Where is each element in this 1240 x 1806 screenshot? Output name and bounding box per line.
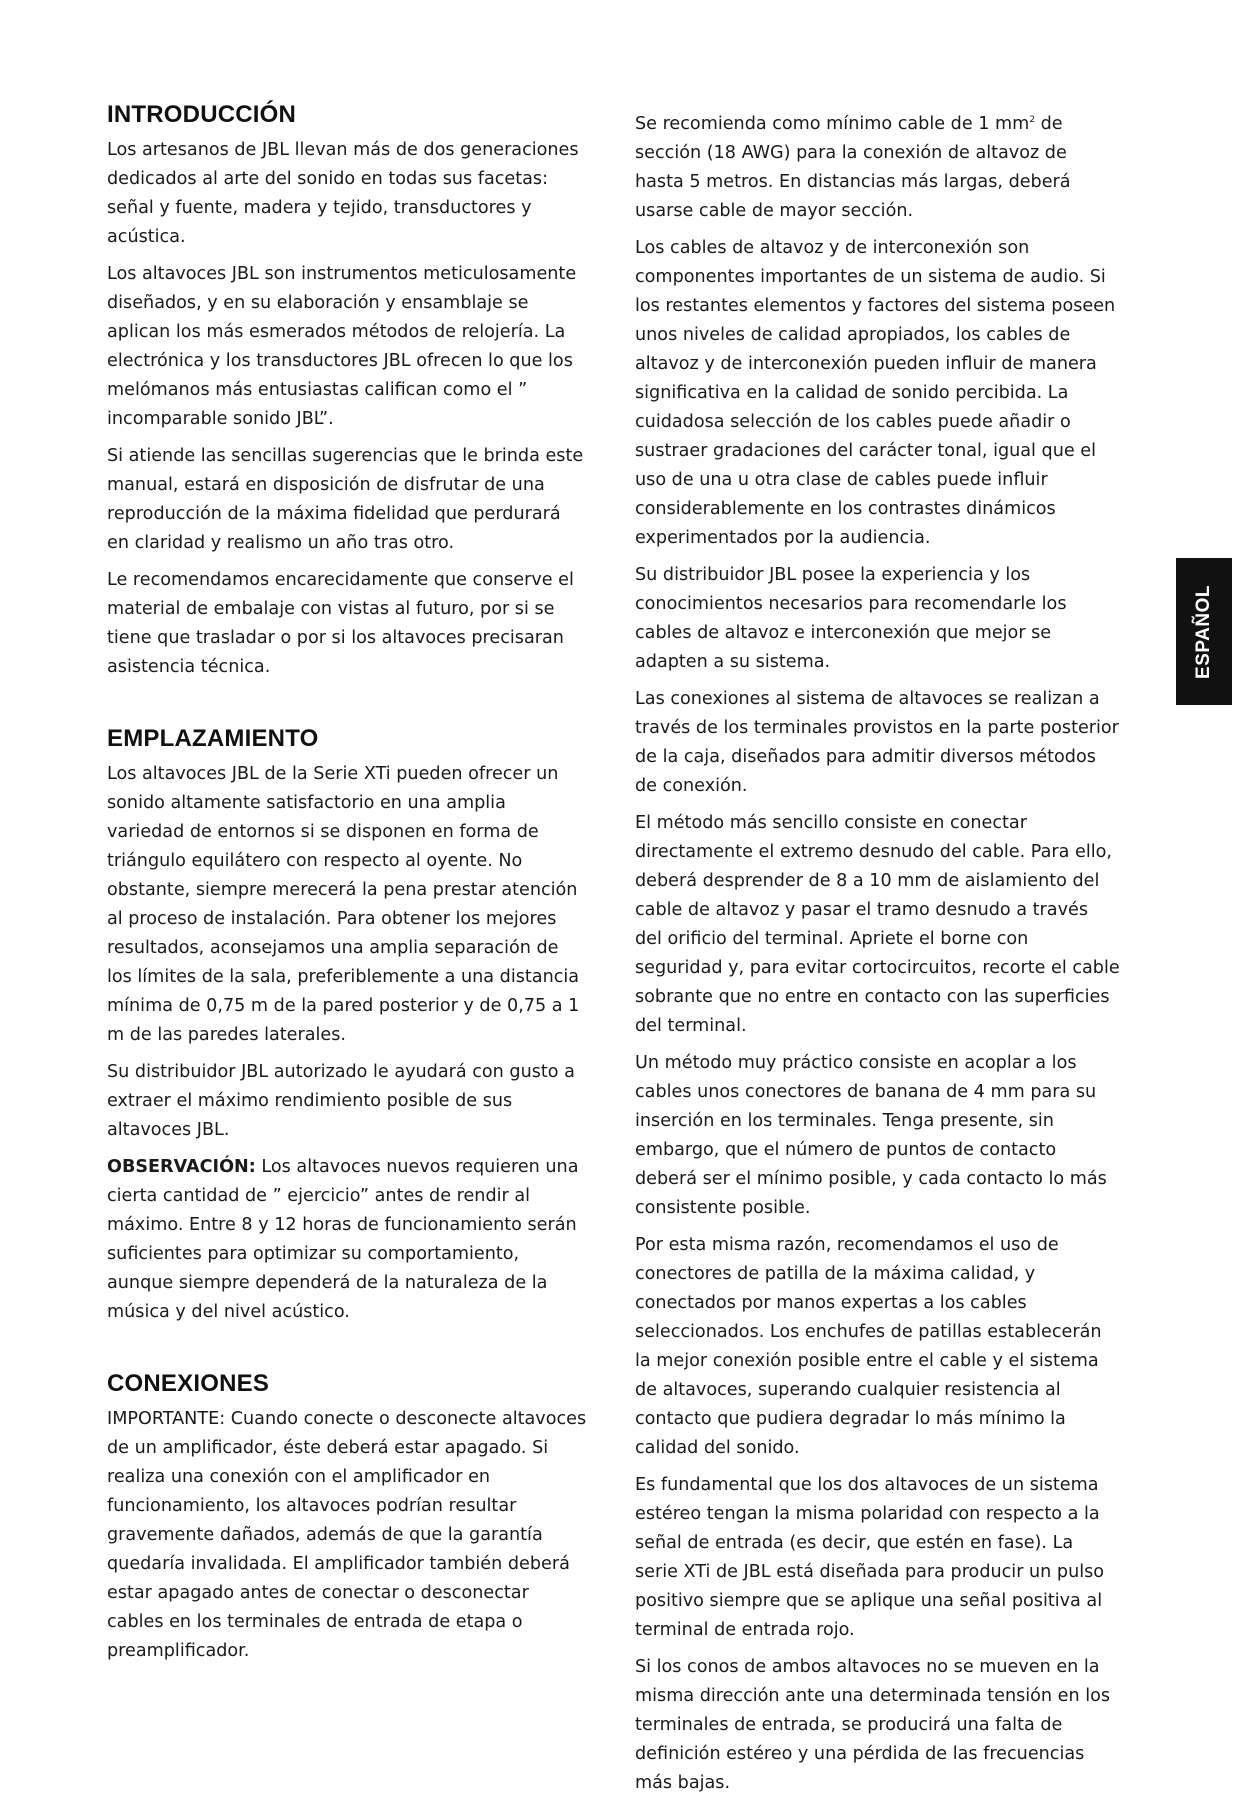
placement-paragraph: Su distribuidor JBL autorizado le ayudará con gusto a extraer el máximo rendimiento posible de sus altavoces JBL. [107,1062,575,1140]
placement-note [107,1153,587,1327]
language-tab [1176,558,1232,705]
cable-spec-text: Se recomienda como mínimo cable de 1 mm [635,114,1030,134]
connections-section [107,1369,587,1666]
placement-section [107,724,587,1327]
intro-paragraph: Los artesanos de JBL llevan más de dos generaciones dedicados al arte del sonido en todas sus facetas: señal y fuente, madera y tejido, transductores y acústica. [107,140,579,247]
intro-paragraph: Los altavoces JBL son instrumentos meticulosamente diseñados, y en su elaboración y ensamblaje se aplican los más esmerados métodos de relojería. La electrónica y los transductores JBL ofrecen lo que los melómanos más entusiastas califican como el ” incomparable sonido JBL”. [107,264,577,429]
connections-heading: CONEXIONES [107,1370,270,1397]
cable-spec-text-rest: de sección (18 AWG) para la conexión de altavoz de hasta 5 metros. En distancias más largas, deberá usarse cable de mayor sección. [635,114,1071,221]
right-column [635,110,1120,1806]
cable-spec-paragraph [635,110,1120,226]
intro-paragraph: Le recomendamos encarecidamente que conserve el material de embalaje con vistas al futuro, por si se tiene que trasladar o por si los altavoces precisaran asistencia técnica. [107,570,574,677]
intro-paragraph: Si atiende las sencillas sugerencias que le brinda este manual, estará en disposición de disfrutar de una reproducción de la máxima fidelidad que perdurará en claridad y realismo un año tras otro. [107,446,584,553]
connections-paragraph: IMPORTANTE: Cuando conecte o desconecte altavoces de un amplificador, éste deberá estar apagado. Si realiza una conexión con el amplificador en funcionamiento, los altavoces podrían resultar gravemente dañados, además de que la garantía quedaría invalidada. El amplificador también deberá estar apagado antes de conectar o desconectar cables en los terminales de entrada de etapa o preamplificador. [107,1409,587,1661]
note-label: OBSERVACIÓN: [107,1157,256,1177]
placement-paragraph: Los altavoces JBL de la Serie XTi pueden ofrecer un sonido altamente satisfactorio en una amplia variedad de entornos si se disponen en forma de triángulo equilátero con respecto al oyente. No obstante, siempre merecerá la pena prestar atención al proceso de instalación. Para obtener los mejores resultados, aconsejamos una amplia separación de los límites de la sala, preferiblemente a una distancia mínima de 0,75 m de la pared posterior y de 0,75 a 1 m de las paredes laterales. [107,764,580,1045]
superscript-two: 2 [1029,115,1036,126]
placement-heading: EMPLAZAMIENTO [107,725,319,752]
language-tab-label: ESPAÑOL [1193,584,1214,679]
left-column [107,100,587,1674]
right-paragraph: El método más sencillo consiste en conectar directamente el extremo desnudo del cable. Para ello, deberá desprender de 8 a 10 mm de aislamiento del cable de altavoz y pasar el tramo desnudo a través del orificio del terminal. Apriete el borne con seguridad y, para evitar cortocircuitos, recorte el cable sobrante que no entre en contacto con las superficies del terminal. [635,813,1120,1036]
right-paragraph: Por esta misma razón, recomendamos el uso de conectores de patilla de la máxima calidad, y conectados por manos expertas a los cables seleccionados. Los enchufes de patillas establecerán la mejor conexión posible entre el cable y el sistema de altavoces, superando cualquier resistencia al contacto que pudiera degradar lo más mínimo la calidad del sonido. [635,1235,1102,1458]
intro-section [107,100,587,682]
right-paragraph: Los cables de altavoz y de interconexión son componentes importantes de un sistema de audio. Si los restantes elementos y factores del sistema poseen unos niveles de calidad apropiados, los cables de altavoz y de interconexión pueden influir de manera significativa en la calidad de sonido percibida. La cuidadosa selección de los cables puede añadir o sustraer gradaciones del carácter tonal, igual que el uso de una u otra clase de cables puede influir considerablemente en los contrastes dinámicos experimentados por la audiencia. [635,238,1116,548]
right-paragraph: Es fundamental que los dos altavoces de un sistema estéreo tengan la misma polaridad con respecto a la señal de entrada (es decir, que estén en fase). La serie XTi de JBL está diseñada para producir un pulso positivo siempre que se aplique una señal positiva al terminal de entrada rojo. [635,1475,1105,1640]
right-paragraph: Su distribuidor JBL posee la experiencia y los conocimientos necesarios para recomendarle los cables de altavoz e interconexión que mejor se adapten a su sistema. [635,565,1067,672]
intro-heading: INTRODUCCIÓN [107,101,297,128]
right-paragraph: Un método muy práctico consiste en acoplar a los cables unos conectores de banana de 4 mm para su inserción en los terminales. Tenga presente, sin embargo, que el número de puntos de contacto deberá ser el mínimo posible, y cada contacto lo más consistente posible. [635,1053,1107,1218]
note-text: Los altavoces nuevos requieren una cierta cantidad de ” ejercicio” antes de rendir al máximo. Entre 8 y 12 horas de funcionamiento serán suficientes para optimizar su comportamiento, aunque siempre dependerá de la naturaleza de la música y del nivel acústico. [107,1157,579,1322]
right-paragraph: Las conexiones al sistema de altavoces se realizan a través de los terminales provistos en la parte posterior de la caja, diseñados para admitir diversos métodos de conexión. [635,689,1119,796]
right-paragraph: Si los conos de ambos altavoces no se mueven en la misma dirección ante una determinada tensión en los terminales de entrada, se producirá una falta de definición estéreo y una pérdida de las frecuencias más bajas. [635,1657,1111,1793]
